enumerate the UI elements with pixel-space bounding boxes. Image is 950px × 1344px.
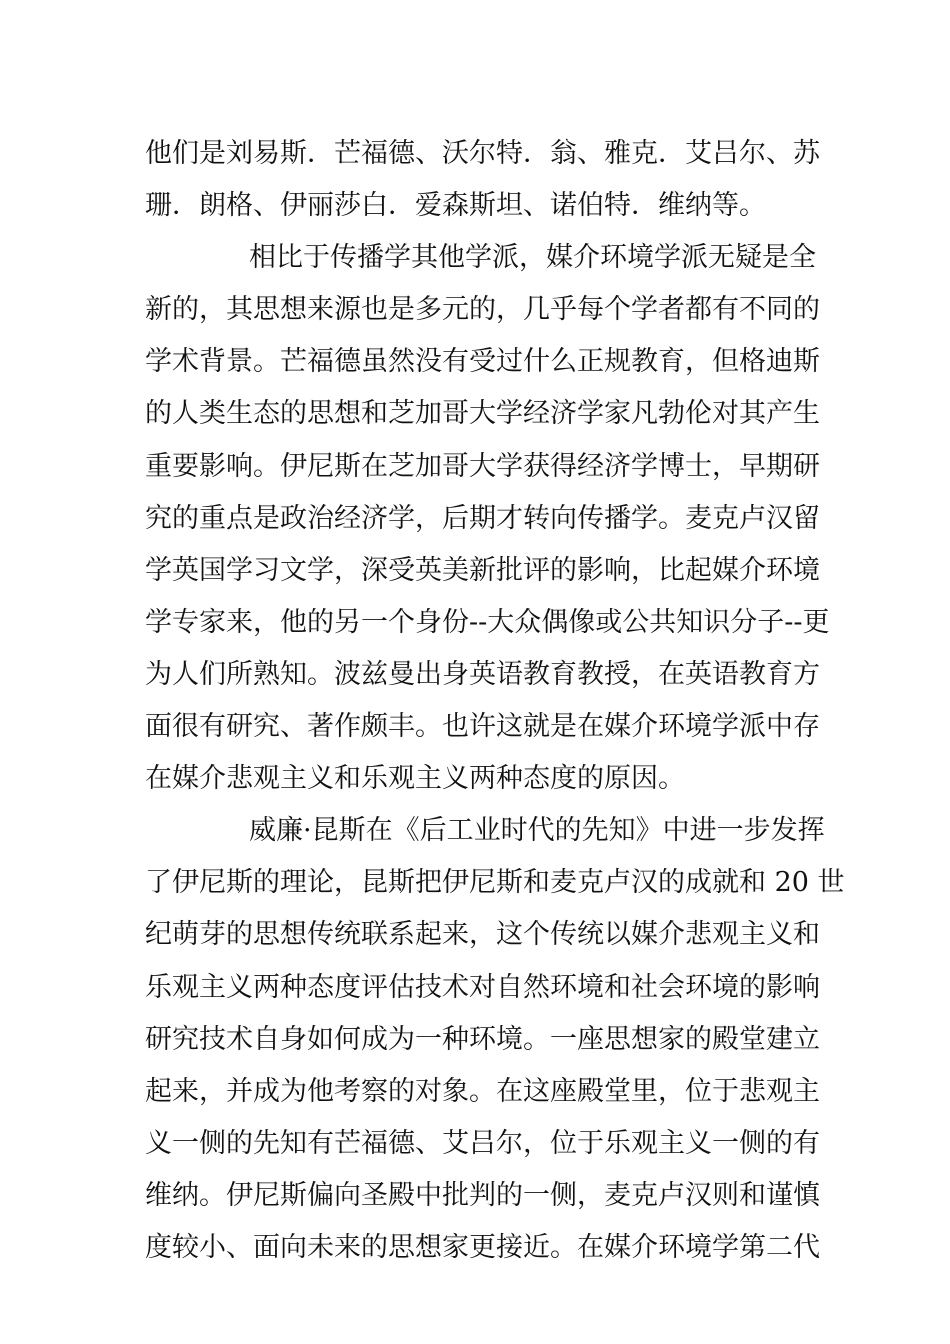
text-line: 学术背景。芒福德虽然没有受过什么正规教育，但格迪斯 [145,346,820,378]
text-line: 面很有研究、著作颇丰。也许这就是在媒介环境学派中存 [145,711,820,743]
text-line: 为人们所熟知。波兹曼出身英语教育教授，在英语教育方 [145,658,820,690]
text-line: 的人类生态的思想和芝加哥大学经济学家凡勃伦对其产生 [145,398,820,430]
text-line: 他们是刘易斯．芒福德、沃尔特．翁、雅克．艾吕尔、苏 [145,138,820,169]
text-line: 起来，并成为他考察的对象。在这座殿堂里，位于悲观主 [145,1075,820,1107]
text-line: 重要影响。伊尼斯在芝加哥大学获得经济学博士，早期研 [145,450,820,482]
text-line: 研究技术自身如何成为一种环境。一座思想家的殿堂建立 [145,1023,820,1055]
text-line: 了伊尼斯的理论，昆斯把伊尼斯和麦克卢汉的成就和 20 世 [145,867,845,899]
text-line: 威廉·昆斯在《后工业时代的先知》中进一步发挥 [249,815,825,847]
text-line: 在媒介悲观主义和乐观主义两种态度的原因。 [145,763,685,795]
text-line: 义一侧的先知有芒福德、艾吕尔，位于乐观主义一侧的有 [145,1127,820,1159]
text-line: 学专家来，他的另一个身份--大众偶像或公共知识分子--更 [145,606,830,638]
body-text [145,128,845,1274]
text-line: 维纳。伊尼斯偏向圣殿中批判的一侧，麦克卢汉则和谨慎 [145,1179,820,1211]
text-line: 相比于传播学其他学派，媒介环境学派无疑是全 [249,242,816,274]
text-line: 珊．朗格、伊丽莎白．爱森斯坦、诺伯特．维纳等。 [145,190,766,222]
text-line: 乐观主义两种态度评估技术对自然环境和社会环境的影响 [145,971,820,1003]
text-line: 纪萌芽的思想传统联系起来，这个传统以媒介悲观主义和 [145,919,820,951]
text-line: 新的，其思想来源也是多元的，几乎每个学者都有不同的 [145,294,820,326]
text-line: 究的重点是政治经济学，后期才转向传播学。麦克卢汉留 [145,502,820,534]
text-line: 学英国学习文学，深受英美新批评的影响，比起媒介环境 [145,554,820,586]
text-line: 度较小、面向未来的思想家更接近。在媒介环境学第二代 [145,1231,820,1263]
